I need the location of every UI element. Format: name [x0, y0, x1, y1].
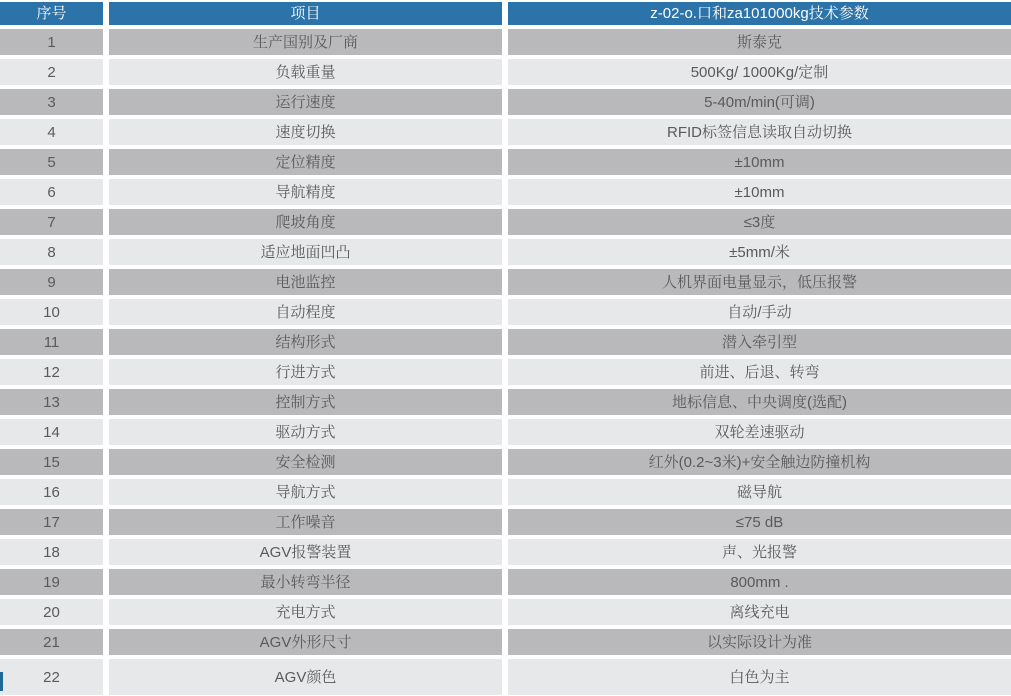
row-value-cell: ±10mm [508, 149, 1011, 175]
row-no-cell: 9 [0, 269, 103, 295]
row-item-cell: 爬坡角度 [109, 209, 502, 235]
row-item-cell: 导航方式 [109, 479, 502, 505]
row-value-cell: 离线充电 [508, 599, 1011, 625]
row-value-cell: 以实际设计为准 [508, 629, 1011, 655]
row-no-cell: 21 [0, 629, 103, 655]
row-no-cell: 15 [0, 449, 103, 475]
row-no-cell: 10 [0, 299, 103, 325]
row-item-cell: 自动程度 [109, 299, 502, 325]
row-value-cell: 自动/手动 [508, 299, 1011, 325]
row-item-cell: 工作噪音 [109, 509, 502, 535]
row-item-cell: 驱动方式 [109, 419, 502, 445]
row-no-cell: 19 [0, 569, 103, 595]
row-no-cell: 12 [0, 359, 103, 385]
row-value-cell: ±10mm [508, 179, 1011, 205]
row-item-cell: AGV外形尺寸 [109, 629, 502, 655]
row-no-cell: 13 [0, 389, 103, 415]
row-value-cell: 潜入牵引型 [508, 329, 1011, 355]
row-no-cell: 8 [0, 239, 103, 265]
column-header-item: 项目 [109, 2, 502, 25]
row-value-cell: ≤75 dB [508, 509, 1011, 535]
row-value-cell: 500Kg/ 1000Kg/定制 [508, 59, 1011, 85]
row-no-cell: 6 [0, 179, 103, 205]
row-item-cell: 充电方式 [109, 599, 502, 625]
row-no-cell: 18 [0, 539, 103, 565]
row-item-cell: 运行速度 [109, 89, 502, 115]
row-value-cell: 红外(0.2~3米)+安全触边防撞机构 [508, 449, 1011, 475]
row-item-cell: 结构形式 [109, 329, 502, 355]
row-item-cell: 电池监控 [109, 269, 502, 295]
row-item-cell: 控制方式 [109, 389, 502, 415]
row-item-cell: 负载重量 [109, 59, 502, 85]
row-item-cell: 导航精度 [109, 179, 502, 205]
row-no-cell: 1 [0, 29, 103, 55]
row-value-cell: 双轮差速驱动 [508, 419, 1011, 445]
row-item-cell: 适应地面凹凸 [109, 239, 502, 265]
row-value-cell: 800mm . [508, 569, 1011, 595]
row-value-cell: 地标信息、中央调度(选配) [508, 389, 1011, 415]
row-no-cell: 7 [0, 209, 103, 235]
row-no-cell: 2 [0, 59, 103, 85]
row-value-cell: ±5mm/米 [508, 239, 1011, 265]
row-item-cell: 定位精度 [109, 149, 502, 175]
row-value-cell: 声、光报警 [508, 539, 1011, 565]
row-value-cell: 白色为主 [508, 659, 1011, 695]
row-value-cell: ≤3度 [508, 209, 1011, 235]
column-header-params: z-02-o.口和za101000kg技术参数 [508, 2, 1011, 25]
row-value-cell: 5-40m/min(可调) [508, 89, 1011, 115]
row-no-cell: 22 [0, 659, 103, 695]
row-no-cell: 20 [0, 599, 103, 625]
row-value-cell: 磁导航 [508, 479, 1011, 505]
column-header-no: 序号 [0, 2, 103, 25]
row-value-cell: 斯泰克 [508, 29, 1011, 55]
row-value-cell: RFID标签信息读取自动切换 [508, 119, 1011, 145]
row-item-cell: 最小转弯半径 [109, 569, 502, 595]
row-value-cell: 人机界面电量显示，低压报警 [508, 269, 1011, 295]
row-no-cell: 11 [0, 329, 103, 355]
row-no-cell: 17 [0, 509, 103, 535]
row-no-cell: 4 [0, 119, 103, 145]
row-item-cell: 速度切换 [109, 119, 502, 145]
spec-table [0, 2, 1011, 695]
row-no-cell: 14 [0, 419, 103, 445]
row-item-cell: 生产国别及厂商 [109, 29, 502, 55]
row-item-cell: AGV颜色 [109, 659, 502, 695]
row-item-cell: 安全检测 [109, 449, 502, 475]
row-no-cell: 16 [0, 479, 103, 505]
row-item-cell: AGV报警装置 [109, 539, 502, 565]
row-no-cell: 3 [0, 89, 103, 115]
accent-bar [0, 672, 3, 691]
row-no-cell: 5 [0, 149, 103, 175]
row-value-cell: 前进、后退、转弯 [508, 359, 1011, 385]
row-item-cell: 行进方式 [109, 359, 502, 385]
